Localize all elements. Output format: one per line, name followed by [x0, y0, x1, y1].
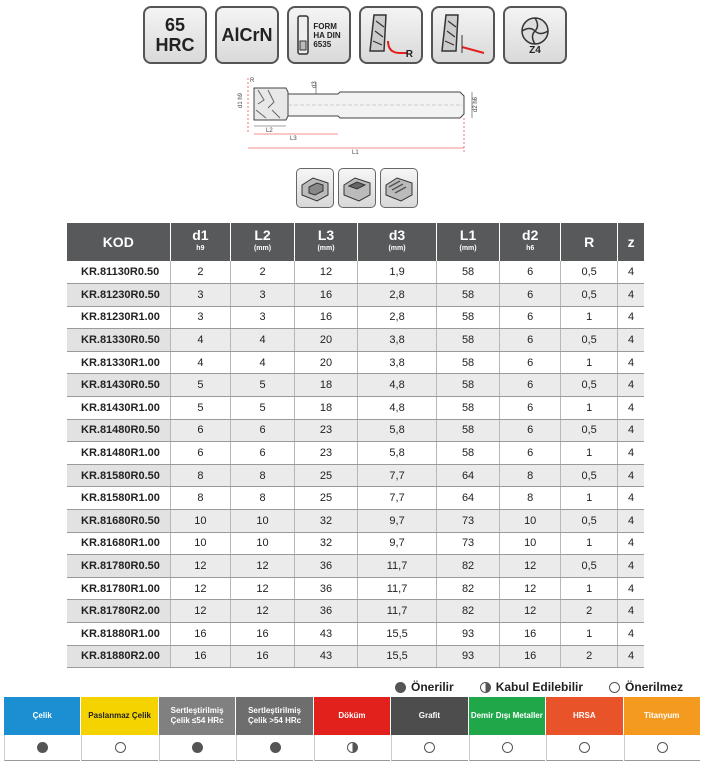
- table-cell: 1: [561, 306, 618, 329]
- corner-radius-badge: [359, 6, 423, 64]
- material-rating-cell: [469, 735, 545, 761]
- table-cell: 12: [231, 555, 295, 578]
- column-header-unit: (mm): [317, 245, 335, 252]
- column-header: [500, 223, 561, 261]
- table-cell: 18: [294, 397, 358, 420]
- table-cell: 2,8: [358, 284, 437, 307]
- column-header-label: d2: [522, 227, 539, 243]
- table-cell: 4: [618, 577, 644, 600]
- label-l2: L2: [266, 128, 273, 134]
- table-header-row: [67, 223, 644, 261]
- table-cell: 10: [231, 532, 295, 555]
- table-cell: 6: [500, 351, 561, 374]
- table-cell: 82: [436, 577, 500, 600]
- table-cell: 1: [561, 351, 618, 374]
- material-column: [391, 697, 468, 761]
- form-line-3: 6535: [313, 39, 332, 49]
- table-cell: 12: [170, 555, 231, 578]
- table-cell: 82: [436, 600, 500, 623]
- table-cell: 11,7: [358, 555, 437, 578]
- table-cell: 1,9: [358, 261, 437, 284]
- table-cell: 1: [561, 532, 618, 555]
- table-cell: 5: [231, 374, 295, 397]
- table-cell: 64: [436, 464, 500, 487]
- empty-circle-icon: [657, 742, 668, 753]
- product-code-cell: KR.81230R1.00: [67, 306, 170, 329]
- material-column: [469, 697, 546, 761]
- column-header-unit: h6: [526, 245, 535, 252]
- product-code-cell: KR.81330R1.00: [67, 351, 170, 374]
- table-cell: 58: [436, 329, 500, 352]
- table-cell: 16: [500, 623, 561, 646]
- table-cell: 36: [294, 555, 358, 578]
- column-header-label: d1: [192, 227, 209, 243]
- product-code-cell: KR.81580R0.50: [67, 464, 170, 487]
- table-row: [67, 645, 644, 668]
- table-cell: 8: [231, 487, 295, 510]
- table-cell: 10: [170, 532, 231, 555]
- table-cell: 5: [231, 397, 295, 420]
- table-cell: 4: [618, 284, 644, 307]
- table-cell: 4: [618, 397, 644, 420]
- operation-icons: [296, 168, 418, 208]
- table-cell: 1: [561, 442, 618, 465]
- table-cell: 58: [436, 397, 500, 420]
- label-d2: d2 h6: [473, 96, 479, 112]
- profiling-icon: [380, 168, 418, 208]
- coating-badge: [215, 6, 279, 64]
- column-header: [561, 223, 618, 261]
- table-cell: 4: [618, 555, 644, 578]
- table-cell: 2: [231, 261, 295, 284]
- table-cell: 12: [231, 600, 295, 623]
- product-code-cell: KR.81330R0.50: [67, 329, 170, 352]
- table-cell: 12: [500, 577, 561, 600]
- product-code-cell: KR.81680R0.50: [67, 510, 170, 533]
- table-cell: 4: [618, 329, 644, 352]
- table-cell: 6: [231, 442, 295, 465]
- table-cell: 20: [294, 351, 358, 374]
- table-cell: 6: [231, 419, 295, 442]
- table-cell: 12: [170, 577, 231, 600]
- table-cell: 43: [294, 623, 358, 646]
- table-cell: 15,5: [358, 623, 437, 646]
- table-cell: 3: [231, 284, 295, 307]
- column-header: [436, 223, 500, 261]
- table-cell: 6: [500, 374, 561, 397]
- table-cell: 93: [436, 645, 500, 668]
- table-cell: 0,5: [561, 555, 618, 578]
- table-cell: 16: [294, 284, 358, 307]
- table-cell: 6: [170, 419, 231, 442]
- product-code-cell: KR.81780R2.00: [67, 600, 170, 623]
- table-cell: 12: [170, 600, 231, 623]
- empty-circle-icon: [609, 682, 620, 693]
- label-r: R: [250, 78, 255, 84]
- table-cell: 10: [500, 532, 561, 555]
- tool-dimension-drawing: [228, 76, 478, 158]
- material-rating-cell: [391, 735, 467, 761]
- table-cell: 58: [436, 284, 500, 307]
- product-code-cell: KR.81580R1.00: [67, 487, 170, 510]
- table-cell: 11,7: [358, 600, 437, 623]
- column-header-label: KOD: [102, 233, 134, 250]
- column-header: [170, 223, 231, 261]
- material-rating-cell: [236, 735, 312, 761]
- shank-form-badge: [287, 6, 351, 64]
- table-cell: 93: [436, 623, 500, 646]
- table-cell: 25: [294, 487, 358, 510]
- table-cell: 12: [231, 577, 295, 600]
- table-cell: 23: [294, 442, 358, 465]
- table-cell: 2: [561, 600, 618, 623]
- table-cell: 6: [500, 306, 561, 329]
- label-l1: L1: [352, 150, 359, 156]
- table-cell: 4: [618, 374, 644, 397]
- table-cell: 8: [170, 464, 231, 487]
- table-cell: 6: [500, 419, 561, 442]
- product-code-cell: KR.81130R0.50: [67, 261, 170, 284]
- table-cell: 4: [231, 329, 295, 352]
- table-cell: 23: [294, 419, 358, 442]
- radius-label: R: [405, 49, 413, 60]
- column-header-label: L3: [317, 227, 335, 243]
- column-header: [618, 223, 644, 261]
- table-cell: 0,5: [561, 419, 618, 442]
- shank-icon: [297, 15, 309, 55]
- table-cell: 4: [231, 351, 295, 374]
- table-body: [67, 261, 644, 668]
- table-row: [67, 374, 644, 397]
- table-cell: 1: [561, 397, 618, 420]
- product-code-cell: KR.81230R0.50: [67, 284, 170, 307]
- material-name: Çelik: [4, 697, 80, 735]
- material-rating-cell: [4, 735, 80, 761]
- table-cell: 4: [618, 600, 644, 623]
- table-cell: 58: [436, 442, 500, 465]
- table-cell: 4: [618, 261, 644, 284]
- column-header: [294, 223, 358, 261]
- table-row: [67, 623, 644, 646]
- table-cell: 73: [436, 532, 500, 555]
- label-d3: d3: [312, 81, 318, 88]
- material-column: [546, 697, 623, 761]
- table-cell: 10: [170, 510, 231, 533]
- column-header-unit: (mm): [253, 245, 272, 252]
- table-cell: 1: [561, 577, 618, 600]
- table-cell: 2: [170, 261, 231, 284]
- table-cell: 4: [170, 351, 231, 374]
- table-row: [67, 284, 644, 307]
- table-cell: 3: [170, 306, 231, 329]
- table-cell: 6: [500, 329, 561, 352]
- half-circle-icon: [347, 742, 358, 753]
- material-name: Sertleştirilmiş Çelik >54 HRc: [236, 697, 312, 735]
- table-cell: 16: [294, 306, 358, 329]
- table-cell: 58: [436, 306, 500, 329]
- table-cell: 36: [294, 577, 358, 600]
- label-d1: d1 h9: [238, 92, 244, 108]
- table-cell: 2,8: [358, 306, 437, 329]
- table-cell: 0,5: [561, 464, 618, 487]
- table-cell: 58: [436, 374, 500, 397]
- table-cell: 43: [294, 645, 358, 668]
- full-circle-icon: [395, 682, 406, 693]
- column-header-unit: (mm): [459, 245, 477, 252]
- flutes-label: Z4: [529, 44, 541, 56]
- table-cell: 20: [294, 329, 358, 352]
- table-cell: 5,8: [358, 442, 437, 465]
- table-row: [67, 419, 644, 442]
- table-cell: 16: [500, 645, 561, 668]
- table-cell: 58: [436, 261, 500, 284]
- material-name: Sertleştirilmiş Çelik ≤54 HRc: [159, 697, 235, 735]
- product-code-cell: KR.81680R1.00: [67, 532, 170, 555]
- material-rating-cell: [81, 735, 157, 761]
- table-row: [67, 464, 644, 487]
- material-name: Paslanmaz Çelik: [81, 697, 157, 735]
- table-cell: 32: [294, 532, 358, 555]
- coating-label: AlCrN: [221, 25, 273, 45]
- table-cell: 5: [170, 374, 231, 397]
- table-cell: 1: [561, 623, 618, 646]
- product-code-cell: KR.81880R1.00: [67, 623, 170, 646]
- product-code-cell: KR.81780R1.00: [67, 577, 170, 600]
- table-cell: 16: [170, 645, 231, 668]
- material-rating-cell: [159, 735, 235, 761]
- column-header-unit: h9: [196, 245, 205, 252]
- table-row: [67, 442, 644, 465]
- table-cell: 12: [500, 600, 561, 623]
- table-cell: 4: [618, 419, 644, 442]
- table-cell: 6: [500, 261, 561, 284]
- material-column: [236, 697, 313, 761]
- empty-circle-icon: [579, 742, 590, 753]
- material-rating-cell: [546, 735, 622, 761]
- table-cell: 6: [170, 442, 231, 465]
- legend-acceptable-label: Kabul Edilebilir: [495, 680, 584, 694]
- legend-recommended: [395, 680, 454, 694]
- table-cell: 82: [436, 555, 500, 578]
- hardness-badge: [143, 6, 207, 64]
- table-row: [67, 600, 644, 623]
- table-cell: 6: [500, 284, 561, 307]
- legend-recommended-label: Önerilir: [411, 680, 454, 694]
- empty-circle-icon: [502, 742, 513, 753]
- table-cell: 4: [618, 487, 644, 510]
- column-header: [358, 223, 437, 261]
- table-cell: 4: [618, 645, 644, 668]
- table-cell: 9,7: [358, 510, 437, 533]
- table-cell: 8: [170, 487, 231, 510]
- full-circle-icon: [270, 742, 281, 753]
- table-cell: 16: [231, 645, 295, 668]
- four-flute-icon: [520, 16, 550, 46]
- table-cell: 7,7: [358, 487, 437, 510]
- table-cell: 4,8: [358, 397, 437, 420]
- hardness-unit: HRC: [155, 35, 195, 55]
- table-cell: 10: [500, 510, 561, 533]
- material-suitability-table: [4, 697, 700, 761]
- helix-angle-badge: [431, 6, 495, 64]
- table-cell: 8: [231, 464, 295, 487]
- table-row: [67, 351, 644, 374]
- full-circle-icon: [192, 742, 203, 753]
- column-header-label: d3: [388, 227, 406, 243]
- table-cell: 3: [231, 306, 295, 329]
- table-row: [67, 487, 644, 510]
- table-cell: 5,8: [358, 419, 437, 442]
- table-cell: 4: [618, 306, 644, 329]
- table-cell: 16: [231, 623, 295, 646]
- material-name: Döküm: [314, 697, 390, 735]
- table-cell: 0,5: [561, 261, 618, 284]
- table-cell: 4: [618, 532, 644, 555]
- feature-badges: [143, 6, 567, 64]
- table-cell: 2: [561, 645, 618, 668]
- table-cell: 4: [618, 623, 644, 646]
- table-cell: 11,7: [358, 577, 437, 600]
- table-cell: 8: [500, 464, 561, 487]
- label-l3: L3: [290, 136, 297, 142]
- table-cell: 32: [294, 510, 358, 533]
- table-cell: 4,8: [358, 374, 437, 397]
- table-row: [67, 306, 644, 329]
- table-cell: 58: [436, 351, 500, 374]
- column-header-label: L2: [254, 227, 271, 243]
- table-cell: 0,5: [561, 329, 618, 352]
- material-column: [4, 697, 81, 761]
- material-column: [81, 697, 158, 761]
- table-cell: 58: [436, 419, 500, 442]
- table-cell: 18: [294, 374, 358, 397]
- legend-not-recommended-label: Önerilmez: [625, 680, 684, 694]
- empty-circle-icon: [424, 742, 435, 753]
- table-row: [67, 532, 644, 555]
- material-rating-cell: [314, 735, 390, 761]
- empty-circle-icon: [115, 742, 126, 753]
- product-code-cell: KR.81880R2.00: [67, 645, 170, 668]
- material-column: [159, 697, 236, 761]
- table-row: [67, 261, 644, 284]
- suitability-legend: [395, 680, 683, 694]
- legend-not-recommended: [609, 680, 683, 694]
- column-header-label: L1: [459, 227, 477, 243]
- table-cell: 36: [294, 600, 358, 623]
- legend-acceptable: [480, 680, 583, 694]
- table-cell: 3,8: [358, 351, 437, 374]
- helix-angle-icon: [436, 13, 490, 57]
- half-circle-icon: [480, 682, 491, 693]
- table-cell: 25: [294, 464, 358, 487]
- table-cell: 4: [618, 442, 644, 465]
- column-header: [231, 223, 295, 261]
- table-cell: 0,5: [561, 510, 618, 533]
- slotting-icon: [296, 168, 334, 208]
- table-cell: 1: [561, 487, 618, 510]
- table-cell: 73: [436, 510, 500, 533]
- material-column: [624, 697, 700, 761]
- table-cell: 9,7: [358, 532, 437, 555]
- material-column: [314, 697, 391, 761]
- hardness-value: 65: [164, 15, 186, 35]
- table-row: [67, 577, 644, 600]
- table-cell: 7,7: [358, 464, 437, 487]
- column-header: [67, 223, 170, 261]
- table-row: [67, 555, 644, 578]
- table-cell: 10: [231, 510, 295, 533]
- table-cell: 12: [294, 261, 358, 284]
- table-cell: 3: [170, 284, 231, 307]
- material-name: Titanyum: [624, 697, 700, 735]
- table-cell: 3,8: [358, 329, 437, 352]
- product-code-cell: KR.81480R0.50: [67, 419, 170, 442]
- product-code-cell: KR.81480R1.00: [67, 442, 170, 465]
- material-rating-cell: [624, 735, 700, 761]
- column-header-unit: (mm): [388, 245, 406, 252]
- table-cell: 4: [618, 510, 644, 533]
- table-cell: 4: [170, 329, 231, 352]
- material-name: Grafit: [391, 697, 467, 735]
- form-line-2: HA DIN: [313, 30, 341, 40]
- table-cell: 6: [500, 397, 561, 420]
- column-header-label: R: [584, 233, 595, 250]
- table-cell: 6: [500, 442, 561, 465]
- table-cell: 16: [170, 623, 231, 646]
- product-code-cell: KR.81780R0.50: [67, 555, 170, 578]
- product-code-cell: KR.81430R1.00: [67, 397, 170, 420]
- table-cell: 0,5: [561, 284, 618, 307]
- product-table: [67, 223, 644, 668]
- table-cell: 64: [436, 487, 500, 510]
- material-name: Demir Dışı Metaller: [469, 697, 545, 735]
- table-row: [67, 329, 644, 352]
- full-circle-icon: [37, 742, 48, 753]
- pocketing-icon: [338, 168, 376, 208]
- table-cell: 4: [618, 464, 644, 487]
- table-row: [67, 510, 644, 533]
- product-code-cell: KR.81430R0.50: [67, 374, 170, 397]
- column-header-label: z: [627, 233, 635, 250]
- table-cell: 8: [500, 487, 561, 510]
- table-cell: 5: [170, 397, 231, 420]
- table-cell: 0,5: [561, 374, 618, 397]
- form-line-1: FORM: [313, 21, 337, 31]
- material-name: HRSA: [546, 697, 622, 735]
- table-cell: 4: [618, 351, 644, 374]
- table-cell: 15,5: [358, 645, 437, 668]
- table-cell: 12: [500, 555, 561, 578]
- table-row: [67, 397, 644, 420]
- flutes-badge: [503, 6, 567, 64]
